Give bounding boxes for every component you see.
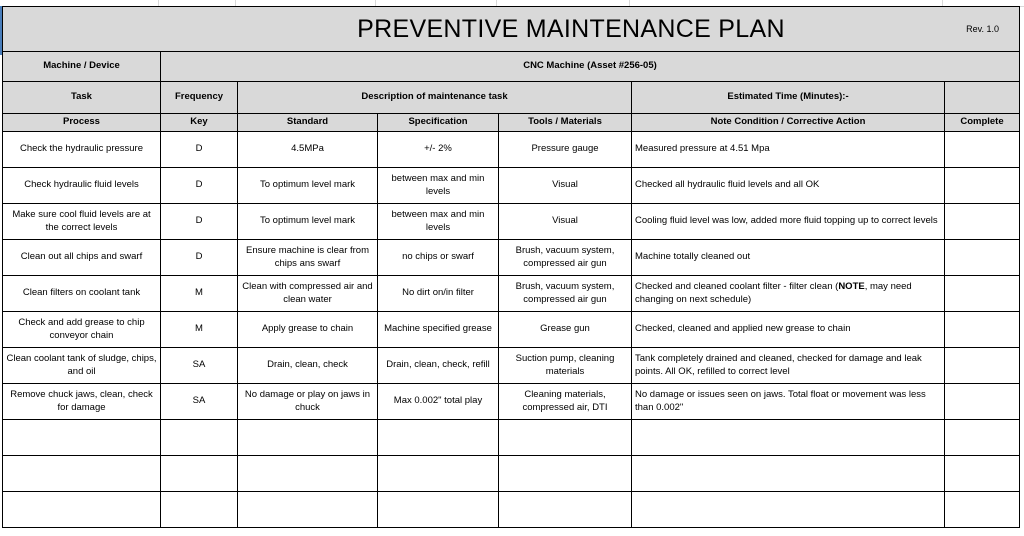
table-row (3, 240, 1020, 276)
machine-label-cell[interactable]: Machine / Device (3, 52, 161, 82)
empty-cell[interactable] (161, 456, 238, 492)
note-text: Checked and cleaned coolant filter - filter clean ( (635, 281, 839, 292)
complete-cell[interactable] (945, 204, 1020, 240)
specification-cell[interactable]: No dirt on/in filter (378, 276, 499, 312)
complete-cell[interactable] (945, 168, 1020, 204)
empty-cell[interactable] (378, 456, 499, 492)
machine-value-cell[interactable]: CNC Machine (Asset #256-05) (161, 52, 1020, 82)
note-cell[interactable]: Checked, cleaned and applied new grease to chain (632, 312, 945, 348)
tools-cell[interactable]: Brush, vacuum system, compressed air gun (499, 240, 632, 276)
note-subheader[interactable]: Note Condition / Corrective Action (632, 114, 945, 132)
table-row (3, 384, 1020, 420)
complete-cell[interactable] (945, 276, 1020, 312)
tools-cell[interactable]: Grease gun (499, 312, 632, 348)
note-cell[interactable]: Machine totally cleaned out (632, 240, 945, 276)
empty-cell[interactable] (378, 420, 499, 456)
specification-cell[interactable]: Machine specified grease (378, 312, 499, 348)
specification-cell[interactable]: between max and min levels (378, 168, 499, 204)
empty-cell[interactable] (161, 420, 238, 456)
specification-cell[interactable]: between max and min levels (378, 204, 499, 240)
estimated-time-value-cell[interactable] (945, 82, 1020, 114)
process-cell[interactable]: Clean out all chips and swarf (3, 240, 161, 276)
key-cell[interactable]: D (161, 240, 238, 276)
empty-cell[interactable] (945, 492, 1020, 528)
note-cell[interactable]: Measured pressure at 4.51 Mpa (632, 132, 945, 168)
note-cell[interactable]: Tank completely drained and cleaned, checked for damage and leak points. All OK, refilled to correct level (632, 348, 945, 384)
tools-cell[interactable]: Pressure gauge (499, 132, 632, 168)
table-row (3, 312, 1020, 348)
empty-cell[interactable] (632, 492, 945, 528)
empty-cell[interactable] (632, 456, 945, 492)
empty-row (3, 492, 1020, 528)
note-cell[interactable]: No damage or issues seen on jaws. Total float or movement was less than 0.002" (632, 384, 945, 420)
complete-subheader[interactable]: Complete (945, 114, 1020, 132)
description-header[interactable]: Description of maintenance task (238, 82, 632, 114)
note-cell[interactable] (632, 276, 945, 312)
standard-cell[interactable]: Clean with compressed air and clean water (238, 276, 378, 312)
task-header[interactable]: Task (3, 82, 161, 114)
maintenance-plan-table (2, 6, 1020, 528)
tools-cell[interactable]: Brush, vacuum system, compressed air gun (499, 276, 632, 312)
empty-cell[interactable] (499, 492, 632, 528)
specification-cell[interactable]: Drain, clean, check, refill (378, 348, 499, 384)
specification-cell[interactable]: +/- 2% (378, 132, 499, 168)
key-cell[interactable]: D (161, 204, 238, 240)
complete-cell[interactable] (945, 312, 1020, 348)
process-cell[interactable]: Check hydraulic fluid levels (3, 168, 161, 204)
standard-cell[interactable]: No damage or play on jaws in chuck (238, 384, 378, 420)
process-cell[interactable]: Check and add grease to chip conveyor chain (3, 312, 161, 348)
table-row (3, 204, 1020, 240)
page-title: PREVENTIVE MAINTENANCE PLAN (357, 14, 785, 43)
empty-cell[interactable] (3, 420, 161, 456)
table-row (3, 348, 1020, 384)
empty-cell[interactable] (945, 456, 1020, 492)
key-cell[interactable]: D (161, 168, 238, 204)
table-row (3, 132, 1020, 168)
empty-cell[interactable] (3, 456, 161, 492)
empty-cell[interactable] (632, 420, 945, 456)
title-cell[interactable] (3, 7, 1020, 52)
tools-cell[interactable]: Visual (499, 168, 632, 204)
header-row (3, 82, 1020, 114)
specification-cell[interactable]: Max 0.002" total play (378, 384, 499, 420)
frequency-header[interactable]: Frequency (161, 82, 238, 114)
empty-cell[interactable] (161, 492, 238, 528)
table-row (3, 276, 1020, 312)
empty-cell[interactable] (945, 420, 1020, 456)
empty-row (3, 456, 1020, 492)
complete-cell[interactable] (945, 132, 1020, 168)
key-cell[interactable]: M (161, 312, 238, 348)
key-cell[interactable]: SA (161, 348, 238, 384)
estimated-time-header[interactable]: Estimated Time (Minutes):- (632, 82, 945, 114)
specification-cell[interactable]: no chips or swarf (378, 240, 499, 276)
tools-cell[interactable]: Cleaning materials, compressed air, DTI (499, 384, 632, 420)
empty-cell[interactable] (238, 420, 378, 456)
note-text: , may need changing on next schedule) (635, 281, 912, 305)
empty-cell[interactable] (238, 456, 378, 492)
standard-cell[interactable]: Drain, clean, check (238, 348, 378, 384)
note-emphasis: NOTE (838, 281, 865, 292)
key-cell[interactable]: SA (161, 384, 238, 420)
empty-cell[interactable] (238, 492, 378, 528)
empty-cell[interactable] (3, 492, 161, 528)
standard-cell[interactable]: Ensure machine is clear from chips ans swarf (238, 240, 378, 276)
machine-row (3, 52, 1020, 82)
process-cell[interactable]: Clean filters on coolant tank (3, 276, 161, 312)
complete-cell[interactable] (945, 348, 1020, 384)
key-subheader[interactable]: Key (161, 114, 238, 132)
tools-cell[interactable]: Visual (499, 204, 632, 240)
process-cell[interactable]: Remove chuck jaws, clean, check for damage (3, 384, 161, 420)
process-subheader[interactable]: Process (3, 114, 161, 132)
tools-cell[interactable]: Suction pump, cleaning materials (499, 348, 632, 384)
key-cell[interactable]: D (161, 132, 238, 168)
empty-cell[interactable] (499, 456, 632, 492)
process-cell[interactable]: Make sure cool fluid levels are at the correct levels (3, 204, 161, 240)
tools-subheader[interactable]: Tools / Materials (499, 114, 632, 132)
complete-cell[interactable] (945, 240, 1020, 276)
empty-row (3, 420, 1020, 456)
standard-cell[interactable]: Apply grease to chain (238, 312, 378, 348)
empty-cell[interactable] (499, 420, 632, 456)
complete-cell[interactable] (945, 384, 1020, 420)
process-cell[interactable]: Clean coolant tank of sludge, chips, and oil (3, 348, 161, 384)
subheader-row (3, 114, 1020, 132)
table-row (3, 168, 1020, 204)
note-cell[interactable]: Checked all hydraulic fluid levels and all OK (632, 168, 945, 204)
note-cell[interactable]: Cooling fluid level was low, added more fluid topping up to correct levels (632, 204, 945, 240)
specification-subheader[interactable]: Specification (378, 114, 499, 132)
standard-subheader[interactable]: Standard (238, 114, 378, 132)
revision-label: Rev. 1.0 (966, 24, 999, 34)
standard-cell[interactable]: To optimum level mark (238, 168, 378, 204)
standard-cell[interactable]: 4.5MPa (238, 132, 378, 168)
key-cell[interactable]: M (161, 276, 238, 312)
process-cell[interactable]: Check the hydraulic pressure (3, 132, 161, 168)
standard-cell[interactable]: To optimum level mark (238, 204, 378, 240)
empty-cell[interactable] (378, 492, 499, 528)
title-row (3, 7, 1020, 52)
